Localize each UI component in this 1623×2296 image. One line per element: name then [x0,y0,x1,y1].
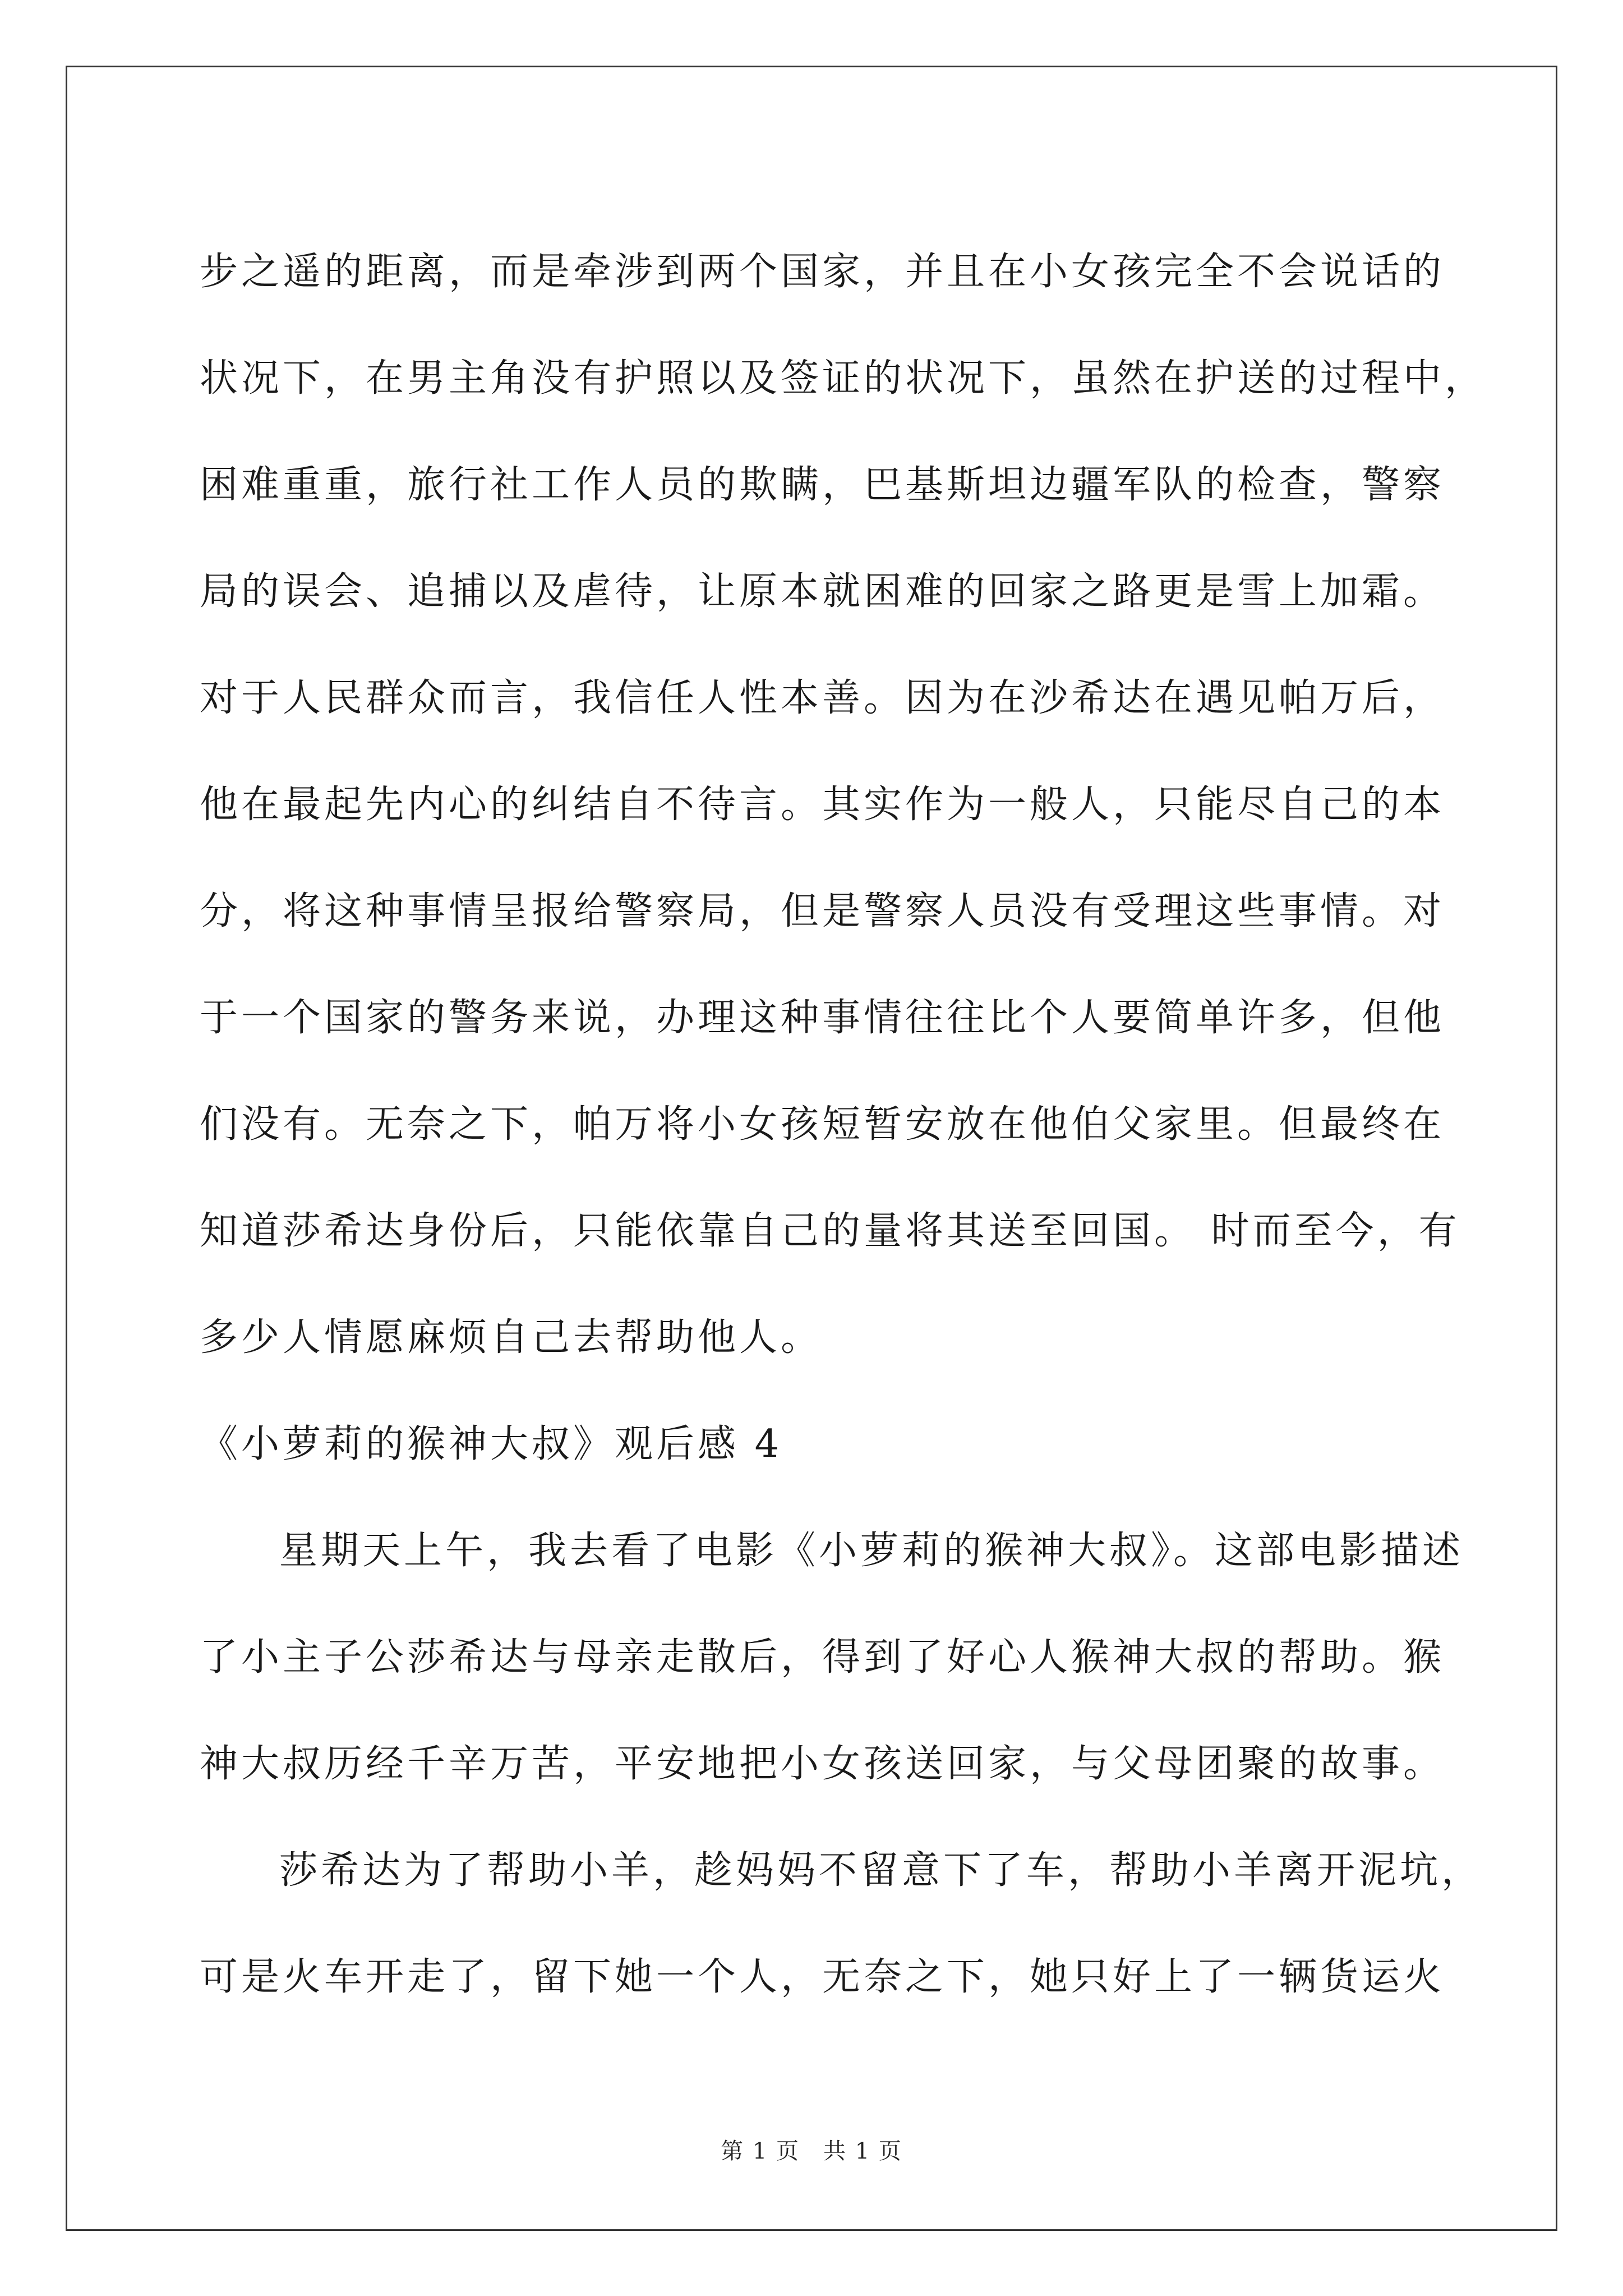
text-line-1: 步之遥的距离，而是牵涉到两个国家，并且在小女孩完全不会说话的 [200,250,1445,294]
text-line-3: 困难重重，旅行社工作人员的欺瞒，巴基斯坦边疆军队的检查，警察 [200,463,1445,507]
text-line-14: 了小主子公莎希达与母亲走散后，得到了好心人猴神大叔的帮助。猴 [200,1635,1445,1680]
text-line-10: 知道莎希达身份后，只能依靠自己的量将其送至回国。 时而至今，有 [200,1209,1460,1253]
text-line-13: 星期天上午，我去看了电影《小萝莉的猴神大叔》。这部电影描述 [279,1529,1464,1573]
text-line-2: 状况下，在男主角没有护照以及签证的状况下，虽然在护送的过程中， [200,356,1487,401]
text-line-9: 们没有。无奈之下，帕万将小女孩短暂安放在他伯父家里。但最终在 [200,1102,1445,1147]
section-heading: 《小萝莉的猴神大叔》观后感 4 [200,1422,782,1466]
text-line-15: 神大叔历经千辛万苦，平安地把小女孩送回家，与父母团聚的故事。 [200,1742,1445,1786]
text-line-7: 分，将这种事情呈报给警察局，但是警察人员没有受理这些事情。对 [200,889,1445,933]
text-line-11: 多少人情愿麻烦自己去帮助他人。 [200,1315,823,1360]
text-line-4: 局的误会、追捕以及虐待，让原本就困难的回家之路更是雪上加霜。 [200,569,1445,614]
text-line-5: 对于人民群众而言，我信任人性本善。因为在沙希达在遇见帕万后， [200,676,1445,720]
text-line-17: 可是火车开走了，留下她一个人，无奈之下，她只好上了一辆货运火 [200,1955,1445,1999]
text-line-16: 莎希达为了帮助小羊，趁妈妈不留意下了车，帮助小羊离开泥坑， [279,1848,1483,1893]
page-footer: 第 1 页 共 1 页 [721,2138,902,2164]
text-line-6: 他在最起先内心的纠结自不待言。其实作为一般人，只能尽自己的本 [200,783,1445,827]
text-line-8: 于一个国家的警务来说，办理这种事情往往比个人要简单许多，但他 [200,996,1445,1040]
document-body [200,219,1487,2031]
